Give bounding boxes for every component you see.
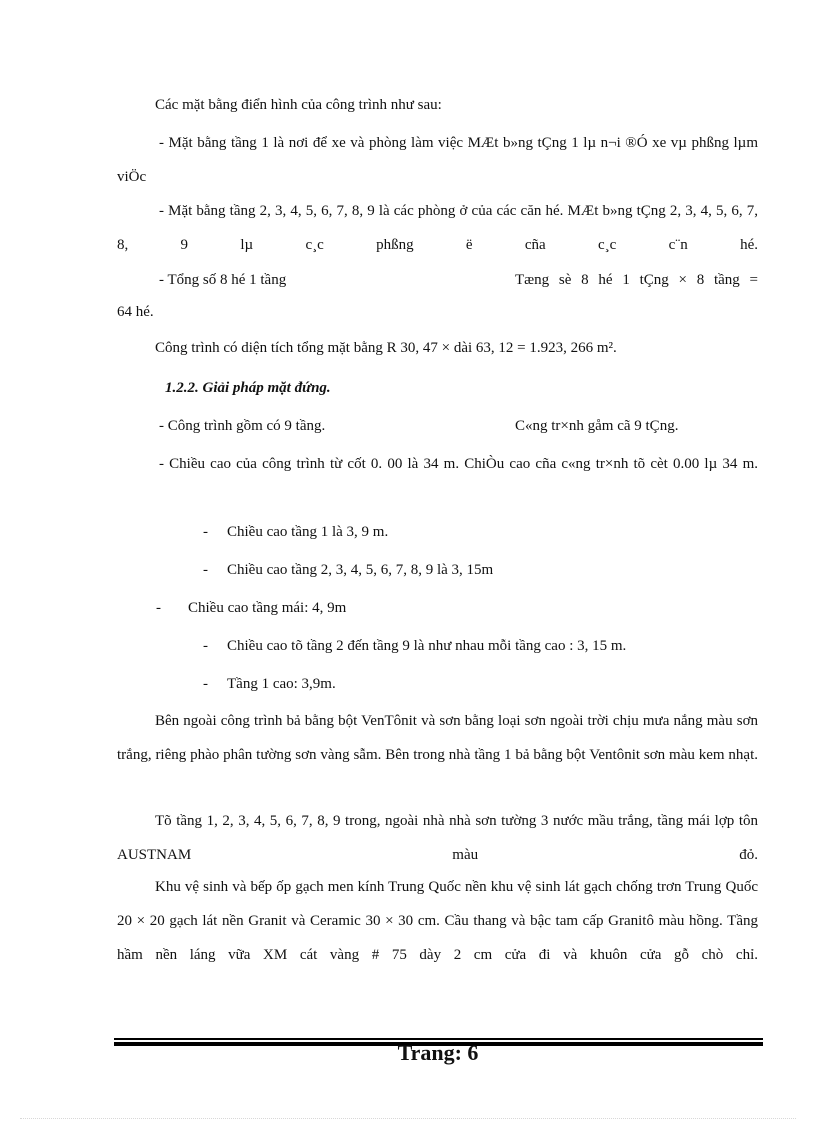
paragraph-apartment-total-left: - Tổng số 8 hé 1 tầng [159, 272, 287, 288]
list-item: Chiều cao tõ tầng 2 đến tầng 9 là như nhau mỗi tầng cao : 3, 15 m. [227, 638, 627, 654]
list-dash: - [203, 676, 208, 692]
paragraph-apartment-total-right: Tæng sè 8 hé 1 tÇng × 8 tầng = [515, 272, 758, 288]
paragraph-intro: Các mặt bằng điển hình của công trình như sau: [155, 97, 442, 113]
page-edge-dotted-line [20, 1118, 796, 1119]
list-item: Tầng 1 cao: 3,9m. [227, 676, 336, 692]
list-item: Chiều cao tầng mái: 4, 9m [188, 600, 347, 616]
paragraph-floor-1: - Mặt bằng tầng 1 là nơi để xe và phòng làm việc MÆt b»ng tÇng 1 lµ n¬i ®Ó xe vµ phßng lµm viÖc [117, 135, 758, 185]
section-heading: 1.2.2. Giải pháp mặt đứng. [165, 380, 331, 396]
paragraph-total-area: Công trình có diện tích tổng mặt bằng R 30, 47 × dài 63, 12 = 1.923, 266 m². [155, 340, 617, 356]
paragraph-floors-2-9: - Mặt bằng tầng 2, 3, 4, 5, 6, 7, 8, 9 là các phòng ở của các căn hé. MÆt b»ng tÇng 2, 3, 4, 5, 6, 7, 8, 9 lµ c¸c phßng ë cña c¸c c¨n hé. [117, 203, 758, 253]
list-item: Chiều cao tầng 1 là 3, 9 m. [227, 524, 389, 540]
page-number: Trang: 6 [397, 1040, 479, 1065]
list-dash: - [203, 638, 208, 654]
paragraph-building-height: - Chiều cao của công trình từ cốt 0. 00 là 34 m. ChiÒu cao cña c«ng tr×nh tõ cèt 0.00 lµ 34 m. [159, 456, 758, 472]
list-dash: - [203, 524, 208, 540]
list-dash: - [203, 562, 208, 578]
paragraph-floors-count-left: - Công trình gồm có 9 tầng. [159, 418, 326, 434]
paragraph-apartment-total-cont: 64 hé. [117, 304, 154, 320]
list-dash: - [156, 600, 161, 616]
paragraph-paint: Tõ tầng 1, 2, 3, 4, 5, 6, 7, 8, 9 trong, ngoài nhà nhà sơn tường 3 nước mầu trắng, tầng mái lợp tôn AUSTNAM màu đỏ. [117, 813, 758, 863]
paragraph-floors-count-right: C«ng tr×nh gåm cã 9 tÇng. [515, 418, 679, 434]
paragraph-exterior-finish: Bên ngoài công trình bả bằng bột VenTônit và sơn bằng loại sơn ngoài trời chịu mưa nắng màu sơn trắng, riêng phào phân tường sơn vàng sẫm. Bên trong nhà tầng 1 bả bằng bột Ventônit sơn màu kem nhạt. [117, 713, 758, 763]
list-item: Chiều cao tầng 2, 3, 4, 5, 6, 7, 8, 9 là 3, 15m [227, 562, 494, 578]
paragraph-tiling: Khu vệ sinh và bếp ốp gạch men kính Trung Quốc nền khu vệ sinh lát gạch chống trơn Trung Quốc 20 × 20 gạch lát nền Granit và Ceramic 30 × 30 cm. Cầu thang và bậc tam cấp Granitô màu hồng. Tầng hầm nền láng vữa XM cát vàng # 75 dày 2 cm cửa đi và khuôn cửa gỗ chò chỉ. [117, 879, 758, 963]
